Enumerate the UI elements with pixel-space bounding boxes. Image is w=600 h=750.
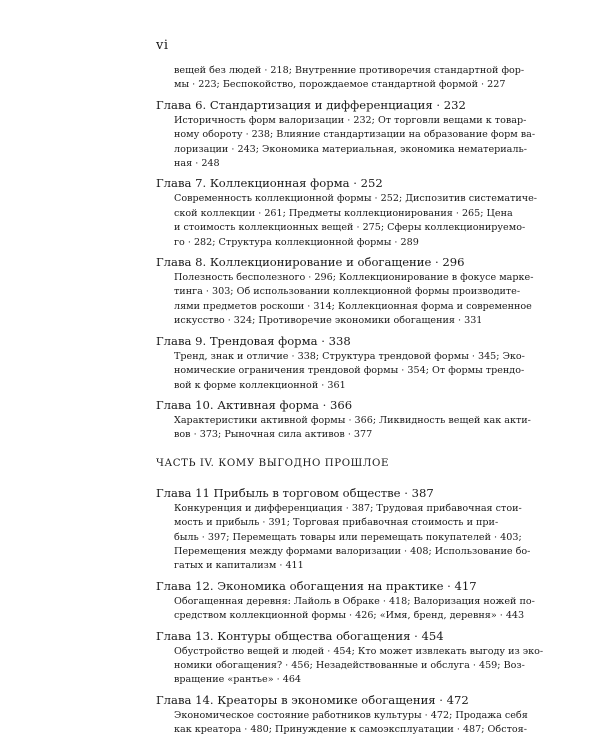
toc-line: и стоимость коллекционных вещей · 275; Сферы коллекционируемо- — [174, 222, 526, 234]
toc-line: ному обороту · 238; Влияние стандартизации на образование форм ва- — [174, 129, 536, 141]
chapter-sections — [174, 595, 535, 624]
continued-entries — [174, 64, 525, 93]
chapter-heading: Глава 11 Прибыль в торговом обществе · 387 — [156, 485, 434, 500]
toc-line: номические ограничения трендовой формы · 354; От формы трендо- — [174, 365, 525, 377]
chapter-sections — [174, 271, 534, 329]
chapter-sections — [174, 709, 528, 738]
toc-line: Тренд, знак и отличие · 338; Структура трендовой формы · 345; Эко- — [174, 350, 525, 362]
chapter-heading: Глава 13. Контуры общества обогащения · 454 — [156, 628, 444, 643]
toc-line: Обогащенная деревня: Лайоль в Обраке · 418; Валоризация ножей по- — [174, 595, 535, 607]
toc-line: вращение «рантье» · 464 — [174, 674, 302, 686]
toc-line: вов · 373; Рыночная сила активов · 377 — [174, 429, 373, 441]
toc-line: гатых и капитализм · 411 — [174, 560, 304, 572]
chapter-sections — [174, 350, 525, 393]
toc-line: как креатора · 480; Принуждение к самоэксплуатации · 487; Обстоя- — [174, 724, 527, 736]
toc-line: Полезность бесполезного · 296; Коллекционирование в фокусе марке- — [174, 272, 534, 284]
toc-line: Историчность форм валоризации · 232; От торговли вещами к товар- — [174, 114, 527, 126]
chapter-heading: Глава 6. Стандартизация и дифференциация · 232 — [156, 97, 466, 112]
chapter-heading: Глава 10. Активная форма · 366 — [156, 397, 353, 412]
toc-line: го · 282; Структура коллекционной формы · 289 — [174, 236, 419, 248]
toc-line: Конкуренция и дифференциация · 387; Трудовая прибавочная стои- — [174, 502, 522, 514]
toc-line: Перемещения между формами валоризации · 408; Использование бо- — [174, 545, 531, 557]
toc-line: лями предметов роскоши · 314; Коллекционная форма и современное — [174, 300, 532, 312]
chapter-heading: Глава 14. Креаторы в экономике обогащения · 472 — [156, 692, 469, 707]
chapter-heading: Глава 9. Трендовая форма · 338 — [156, 333, 351, 348]
toc-line: мы · 223; Беспокойство, порождаемое стандартной формой · 227 — [174, 79, 506, 91]
toc-line: искусство · 324; Противоречие экономики обогащения · 331 — [174, 315, 483, 327]
chapter-heading: Глава 7. Коллекционная форма · 252 — [156, 176, 383, 191]
chapter-sections — [174, 502, 531, 574]
toc-line: средством коллекционной формы · 426; «Имя, бренд, деревня» · 443 — [174, 610, 525, 622]
toc-line: номики обогащения? · 456; Незадействованные и обслуга · 459; Воз- — [174, 659, 525, 671]
toc-line: вещей без людей · 218; Внутренние противоречия стандартной фор- — [174, 65, 525, 76]
toc-line: тинга · 303; Об использовании коллекционной формы производите- — [174, 286, 521, 298]
toc-line: вой к форме коллекционной · 361 — [174, 379, 346, 391]
chapter-sections — [174, 414, 531, 443]
chapter-sections — [174, 645, 544, 688]
toc-line: Современность коллекционной формы · 252; Диспозитив систематиче- — [174, 193, 538, 205]
toc-line: Экономическое состояние работников культуры · 472; Продажа себя — [174, 709, 528, 721]
page-number: vi — [156, 38, 169, 53]
toc-line: мость и прибыль · 391; Торговая прибавочная стоимость и при- — [174, 517, 499, 529]
chapter-sections — [174, 192, 538, 250]
toc-line: лоризации · 243; Экономика материальная, экономика нематериаль- — [174, 143, 527, 155]
chapter-sections — [174, 114, 536, 172]
chapter-heading: Глава 8. Коллекционирование и обогащение · 296 — [156, 255, 465, 270]
toc-line: Характеристики активной формы · 366; Ликвидность вещей как акти- — [174, 414, 531, 426]
toc-line: Обустройство вещей и людей · 454; Кто может извлекать выгоду из эко- — [174, 645, 544, 657]
chapter-heading: Глава 12. Экономика обогащения на практике · 417 — [156, 578, 477, 593]
toc-line: быль · 397; Перемещать товары или перемещать покупателей · 403; — [174, 531, 522, 543]
toc-line: ная · 248 — [174, 158, 220, 170]
part-heading: ЧАСТЬ IV. КОМУ ВЫГОДНО ПРОШЛОЕ — [156, 457, 389, 469]
toc-line: ской коллекции · 261; Предметы коллекционирования · 265; Цена — [174, 207, 513, 219]
table-of-contents — [156, 64, 544, 738]
